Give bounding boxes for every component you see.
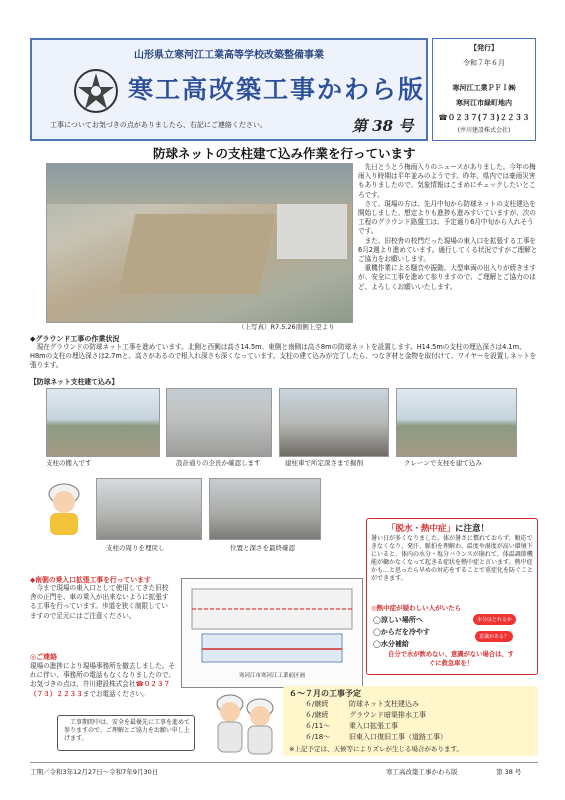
intro-paragraph-3: また、旧校舎の校門だった現場の東入口を拡張する工事を6月2週より進めています。通行してくる状況ですがご理解とご協力をお願いします。	[358, 236, 538, 264]
issue-number: 第 38 号	[352, 117, 414, 135]
schedule-date-4: ６/18～	[305, 733, 331, 741]
heat-title-suffix: に注意！	[455, 524, 490, 534]
aerial-field	[118, 214, 275, 294]
publisher-name: 寒河江工業ＰＦＩ㈱	[452, 84, 516, 92]
masthead	[30, 38, 428, 141]
publish-label: 【発行】	[470, 44, 498, 52]
publisher-phone-note: (井川建設株式会社)	[457, 127, 511, 134]
intro-paragraph-2: さて、現場の方は、先月中旬から防球ネットの支柱建込を開始しました。想定よりも進捗も進みすいていますが、次の工程のグラウンド路盤工は、予定通り6月中旬から入れそうです。	[358, 199, 537, 236]
schedule-row	[305, 721, 398, 732]
workers-illustration-icon	[210, 690, 280, 758]
article-headline: 防球ネットの支柱建て込み作業を行っています	[153, 146, 416, 161]
south-heading: ◆南側の乗入口拡張工事を行っています	[30, 576, 151, 584]
schedule-note: ※上記予定は、天候等によりズレが生じる場合があります。	[289, 745, 463, 753]
schedule-row	[305, 699, 419, 710]
schedule-box	[283, 686, 538, 756]
notice-text: 現場の進捗により現場事務所を撤去しました。それに伴い、事務所の電話もなくなりましたので、お気づきの点は、井川建設株式会社	[30, 662, 176, 689]
footer-issue: 第 38 号	[496, 768, 522, 776]
heat-action-1: ◯涼しい場所へ	[373, 616, 423, 624]
schedule-task-1: 防球ネット支柱建込み	[349, 700, 419, 708]
flow-label: 【防球ネット支柱建て込み】	[30, 378, 119, 386]
heat-bubble-2: 意識がある？	[475, 631, 513, 642]
step-photo-6	[209, 478, 321, 540]
intro-paragraph-1: 先日とうとう梅雨入りのニュースがありました。今年の梅雨入り時期は平年並みのようです。昨年、県内では豪雨災害もありましたので、気象情報はこまめにチェックしたいところです。	[358, 163, 536, 199]
intro-paragraph-4: 重機作業による騒音や振動、大型車両の出入りが続きますが、安全に工事を進めて参りますので、ご理解とご協力のほど、よろしくお願いいたします。	[358, 264, 537, 291]
newsletter-title: 寒工高改築工事かわら版	[128, 75, 426, 104]
aerial-photo	[46, 163, 353, 323]
heat-warning-box	[366, 518, 538, 675]
schedule-row	[305, 710, 426, 721]
step-photo-3	[279, 388, 389, 457]
safety-text: 工事期間中は、安全を最優先に工事を進めて参りますので、ご理解とご協力をお願い申し上げます。	[64, 719, 191, 742]
footer-period: 工期／令和3年12月27日～令和7年9月30日	[30, 768, 159, 776]
schedule-date-1: ６/継続	[305, 700, 329, 708]
heat-title-keyword: 「脱水・熱中症」	[387, 524, 456, 534]
aerial-houses	[47, 164, 353, 204]
publisher-address: 寒河江市緑町地内	[456, 99, 512, 107]
step-caption-6: 位置と深さを最終確認	[230, 544, 295, 552]
publish-date: 令和７年６月	[463, 59, 505, 67]
schedule-task-3: 乗入口拡張工事	[349, 722, 398, 730]
worker-illustration-icon	[38, 478, 90, 538]
step-photo-1	[46, 388, 160, 457]
aerial-school-building	[277, 204, 347, 259]
step-caption-4: クレーンで支柱を建て込み	[404, 459, 482, 467]
step-photo-5	[96, 478, 202, 540]
publisher-box	[432, 38, 536, 141]
heat-title	[387, 522, 489, 534]
notice-body	[30, 662, 180, 699]
aerial-caption: （上写真）R7.5.26南側上空より	[238, 323, 335, 331]
step-caption-1: 支柱の搬入です	[46, 459, 92, 467]
ground-heading: ◆グラウンド工事の作業状況	[30, 335, 120, 343]
heat-action-3: ◯水分補給	[373, 640, 409, 648]
heat-warning: 自分で水が飲めない、意識がない場合は、すぐに救急車を！	[388, 651, 514, 667]
step-caption-3: 建柱車で所定深さまで掘削	[285, 459, 363, 467]
notice-text-end: までお電話ください。	[82, 689, 149, 698]
heat-action-2: ◯からだを冷やす	[373, 628, 430, 636]
step-photo-4	[396, 388, 517, 457]
step-caption-2: 設計通りの全長か確認します	[176, 459, 261, 467]
heat-text: 暑い日が多くなりました。体が暑さに慣れておらず、順応できなくなり、発汗、脈拍を理解わ、温度や湿度が高い環境下にいると、体内の水分・塩分バランスが崩れて、体温調節機能が働かなくなって起きる症状を熱中症と言います。熱中症かも…と思ったら早めの対応をすることで重症化を防ぐことができます。	[371, 535, 534, 582]
notice-phone: ☎０２３７（７３）２２３３	[30, 680, 171, 698]
safety-box	[57, 715, 195, 751]
step-caption-5: 支柱の周りを埋戻し	[106, 544, 165, 552]
school-emblem-icon	[72, 67, 120, 115]
heat-suspect-heading: ◎熱中症が疑わしい人がいたら	[371, 604, 462, 612]
publisher-phone: ☎０２３７(７３)２２３３	[438, 113, 530, 122]
notice-heading: ◎ご連絡	[30, 653, 58, 661]
footer-rule	[30, 762, 538, 763]
schedule-title: ６～７月の工事予定	[289, 689, 361, 698]
step-photo-2	[166, 388, 272, 457]
schedule-date-2: ６/継続	[305, 711, 329, 719]
schedule-task-2: グラウンド暗渠排水工事	[349, 711, 426, 719]
ground-text: 現在グラウンドの防球ネット工事を進めています。北側と西側は高さ14.5m、東側と南側は高さ8mの防球ネットを設置します。H14.5mの支柱の埋込深さは4.1m、H8mの支柱の埋込深さは2.7mと、高さがあるので根入れ深さも深くなっています。支柱の建て込みが完了したら、つなぎ材と金物を取付けて、ワイヤーを設置しネットを張ります。	[30, 343, 537, 370]
south-text: 今まで現場の東入口として使用してきた旧校舎の正門を、車の乗入が出来ないように拡張する工事を行っています。歩道を狭く制限していますので足元にはご注意ください。	[30, 584, 169, 620]
heat-bubble-1: 水分はとれるか	[473, 614, 516, 625]
footer-name: 寒工高改築工事かわら版	[386, 768, 458, 776]
project-name: 山形県立寒河江工業高等学校改築整備事業	[134, 50, 324, 61]
schedule-task-4: 旧東入口復旧工事（道路工事）	[349, 733, 447, 741]
intro-text	[358, 163, 538, 292]
schedule-row	[305, 732, 447, 743]
contact-note: 工事についてお気づきの点がありましたら、右記にご連絡ください。	[50, 121, 267, 129]
entrance-diagram	[181, 578, 363, 688]
schedule-date-3: ６/11～	[305, 722, 331, 730]
diagram-label: 寒河江市寒河江工業前区画	[238, 673, 305, 679]
